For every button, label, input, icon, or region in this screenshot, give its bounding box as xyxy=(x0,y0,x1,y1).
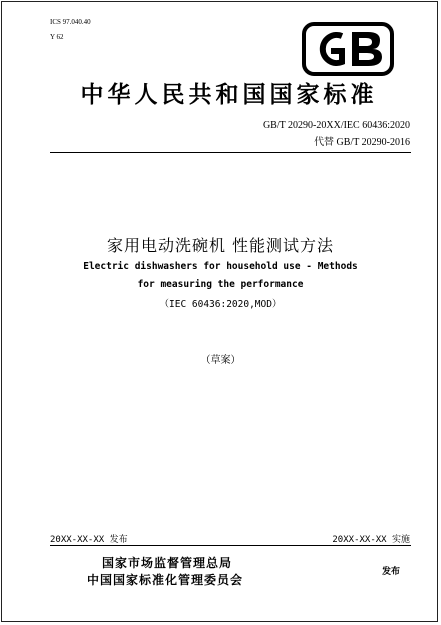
issuer-sac: 中国国家标准化管理委员会 xyxy=(87,573,244,587)
replaces-standard: 代替 GB/T 20290-2016 xyxy=(314,137,410,148)
implementation-date: 20XX-XX-XX 实施 xyxy=(332,535,410,545)
issued-label: 发布 xyxy=(382,567,401,577)
ccs-code: Y 62 xyxy=(50,33,64,41)
gb-logo xyxy=(302,22,394,76)
bottom-rule xyxy=(50,545,411,546)
standard-cover-page xyxy=(1,1,438,622)
issue-date: 20XX-XX-XX 发布 xyxy=(50,535,128,545)
standard-number: GB/T 20290-20XX/IEC 60436:2020 xyxy=(262,120,410,131)
ics-code: ICS 97.040.40 xyxy=(50,18,91,26)
english-title-line-2: for measuring the performance xyxy=(137,279,304,290)
standard-type-title: 中华人民共和国国家标准 xyxy=(80,82,378,108)
issuer-samr: 国家市场监督管理总局 xyxy=(102,556,233,570)
draft-label: （草案） xyxy=(200,355,241,366)
top-rule xyxy=(50,152,411,153)
iec-reference: （IEC 60436:2020,MOD） xyxy=(159,299,282,310)
english-title-line-1: Electric dishwashers for household use - Methods xyxy=(83,261,358,272)
chinese-title: 家用电动洗碗机 性能测试方法 xyxy=(106,236,335,255)
